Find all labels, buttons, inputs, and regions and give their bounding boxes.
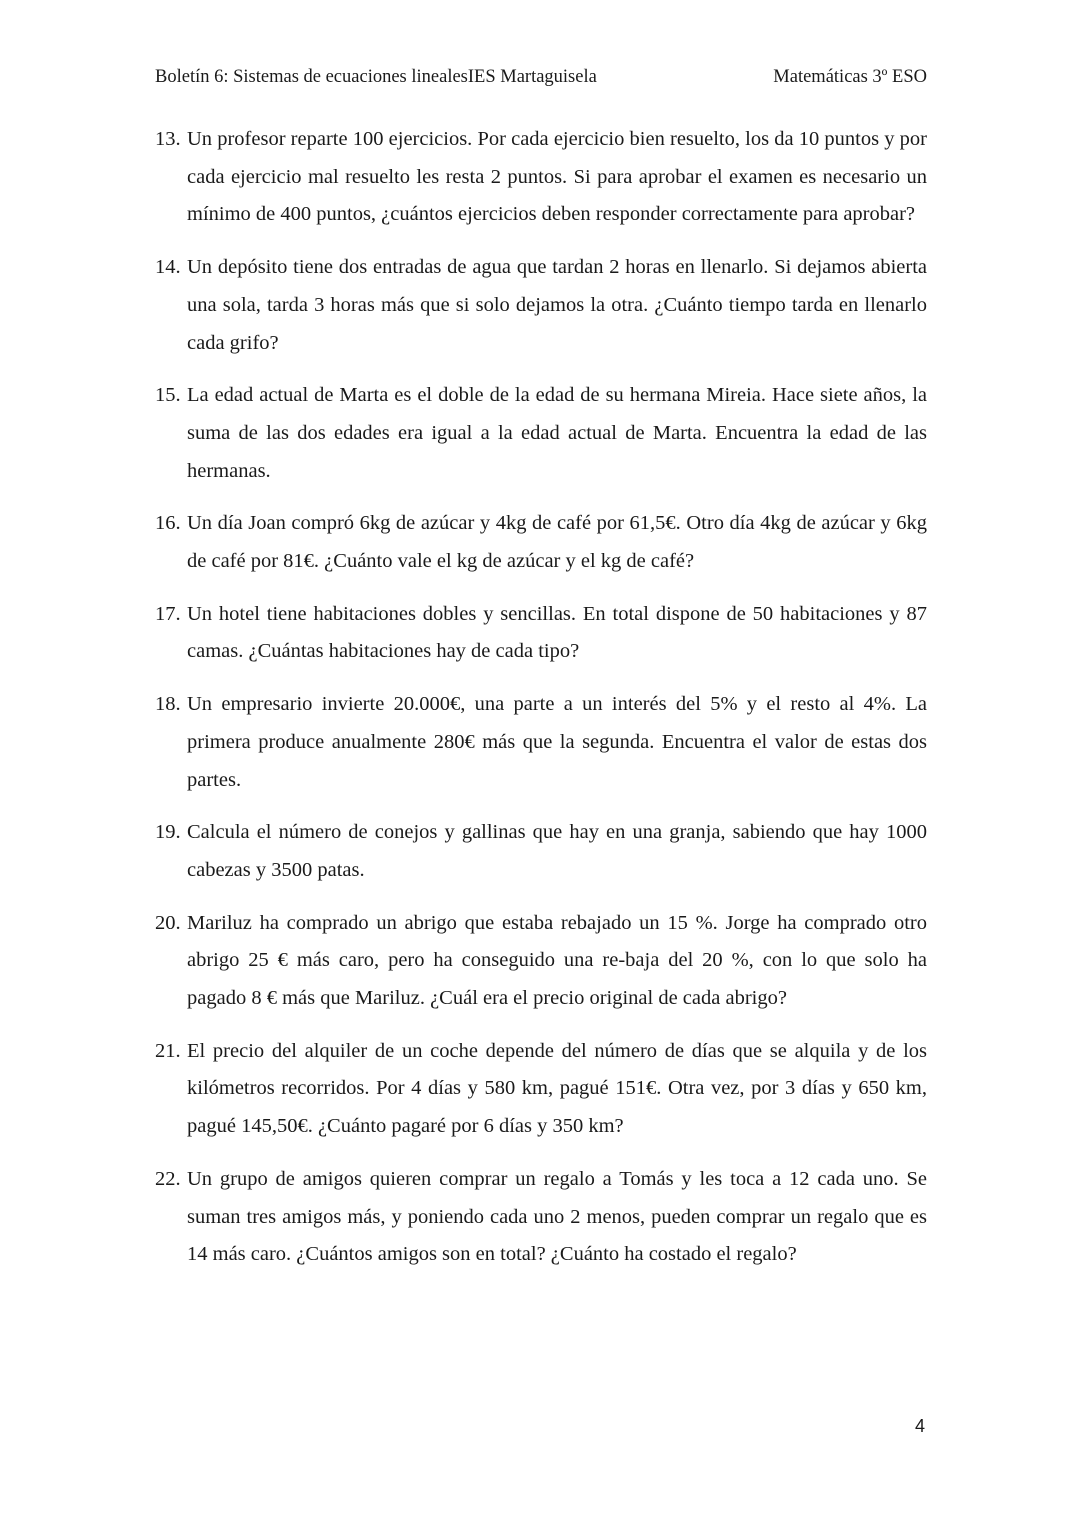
header-title: Boletín 6: Sistemas de ecuaciones linealesIES Martaguisela [155, 67, 597, 87]
problem-number: 16. [155, 512, 181, 535]
problem-number: 18. [155, 693, 181, 716]
page-header [155, 64, 927, 90]
problem-text: Un hotel tiene habitaciones dobles y sencillas. En total dispone de 50 habitaciones y 87 camas. ¿Cuántas habitaciones hay de cada tipo? [187, 602, 927, 663]
problem-text: Mariluz ha comprado un abrigo que estaba rebajado un 15 %. Jorge ha comprado otro abrigo 25 € más caro, pero ha conseguido una re-baja del 20 %, con lo que solo ha pagado 8 € más que Mariluz. ¿Cuál era el precio original de cada abrigo? [187, 911, 927, 1010]
problem-17 [155, 596, 927, 671]
problem-text: Un profesor reparte 100 ejercicios. Por cada ejercicio bien resuelto, los da 10 puntos y por cada ejercicio mal resuelto les resta 2 puntos. Si para aprobar el examen es necesario un mínimo de 400 puntos, ¿cuántos ejercicios deben responder correctamente para aprobar? [187, 128, 927, 226]
problem-20 [155, 905, 927, 1018]
problem-number: 22. [155, 1167, 181, 1190]
problem-text: Un grupo de amigos quieren comprar un regalo a Tomás y les toca a 12 cada uno. Se suman tres amigos más, y poniendo cada uno 2 menos, pueden comprar un regalo que es 14 más caro. ¿Cuántos amigos son en total? ¿Cuánto ha costado el regalo? [187, 1167, 927, 1266]
problem-number: 13. [155, 128, 181, 150]
problem-number: 14. [155, 256, 181, 279]
page-number: 4 [914, 1416, 925, 1436]
problem-number: 15. [155, 384, 181, 407]
problem-14 [155, 249, 927, 362]
problem-21 [155, 1033, 927, 1146]
problem-text: Un empresario invierte 20.000€, una parte a un interés del 5% y el resto al 4%. La primera produce anualmente 280€ más que la segunda. Encuentra el valor de estas dos partes. [187, 693, 927, 791]
problem-number: 20. [155, 911, 181, 934]
problem-13 [155, 121, 927, 234]
problem-15 [155, 377, 927, 490]
problem-text: Calcula el número de conejos y gallinas que hay en una granja, sabiendo que hay 1000 cabezas y 3500 patas. [187, 821, 927, 881]
problem-text: El precio del alquiler de un coche depende del número de días que se alquila y de los kilómetros recorridos. Por 4 días y 580 km, pagué 151€. Otra vez, por 3 días y 650 km, pagué 145,50€. ¿Cuánto pagaré por 6 días y 350 km? [187, 1039, 927, 1138]
problem-number: 17. [155, 602, 181, 625]
problem-text: Un día Joan compró 6kg de azúcar y 4kg de café por 61,5€. Otro día 4kg de azúcar y 6kg de café por 81€. ¿Cuánto vale el kg de azúcar y el kg de café? [187, 512, 927, 573]
problem-text: La edad actual de Marta es el doble de la edad de su hermana Mireia. Hace siete años, la suma de las dos edades era igual a la edad actual de Marta. Encuentra la edad de las hermanas. [187, 384, 927, 482]
problem-22 [155, 1161, 927, 1274]
problem-number: 19. [155, 821, 181, 844]
problem-16 [155, 505, 927, 580]
problem-18 [155, 686, 927, 799]
problem-list [155, 121, 927, 1289]
header-subject: Matemáticas 3º ESO [773, 67, 927, 87]
problem-19 [155, 814, 927, 889]
problem-text: Un depósito tiene dos entradas de agua que tardan 2 horas en llenarlo. Si dejamos abierta una sola, tarda 3 horas más que si solo dejamos la otra. ¿Cuánto tiempo tarda en llenarlo cada grifo? [187, 256, 927, 354]
problem-number: 21. [155, 1039, 181, 1062]
